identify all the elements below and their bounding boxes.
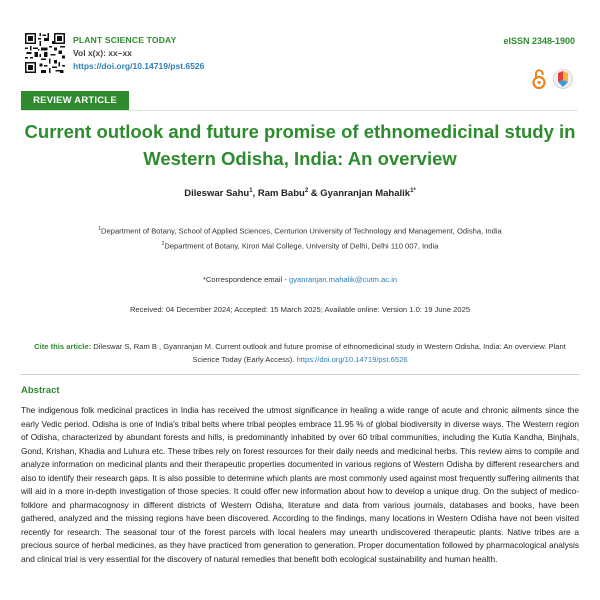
correspondence-email-link[interactable]: gyanranjan.mahalik@cutm.ac.in bbox=[288, 275, 398, 284]
received-dates: Received: 04 December 2024; Accepted: 15 March 2025; Available online: Version 1.0: 19 June 2025 bbox=[129, 305, 471, 314]
correspondence bbox=[0, 275, 600, 284]
divider bbox=[20, 374, 580, 375]
citation bbox=[22, 341, 578, 366]
cite-text: Dileswar S, Ram B , Gyanranjan M. Current outlook and future promise of ethnomedicinal study in Western Odisha, India: An overview. Plant Science Today (Early Access). bbox=[91, 342, 566, 364]
crossmark-icon[interactable] bbox=[553, 68, 573, 90]
abstract-heading: Abstract bbox=[21, 385, 60, 396]
author-sup: 1 bbox=[249, 188, 253, 194]
qr-code-icon bbox=[25, 33, 65, 73]
author-sup: 1* bbox=[410, 188, 416, 194]
title-line: Current outlook and future promise of ethnomedicinal study in bbox=[24, 121, 576, 142]
affiliation-sup: 2 bbox=[161, 241, 165, 247]
correspondence-label: *Correspondence email - bbox=[202, 275, 289, 284]
abstract-text: The indigenous folk medicinal practices in India has received the utmost significance in healing a wide range of acute and chronic ailments since the early Vedic period. Odisha is one of India's tribal belts where tribal peoples embrace 11.95 % of global biodiversity in diverse ways. The Western region of Odisha, characterized by abundant forests and hills, is predominantly inhabited by over 60 tribal communities, including the Kutia Kandha, Binjhals, Gond, Krishan, Khadia and Luhura etc. These tribes rely on forest resources for their daily needs and medicinal herbs. This review aims to compile and analyze information on medicinal plants and their therapeutic properties documented in various regions of Western Odisha by different researchers and also to identify their research gaps. It is also possible to determine which plants are most commonly used against most frequently suffering ailments that will aid in a more in-depth investigation of those species. It could offer new information about how to develop a unique drug. On the subject of medico-folklore and pharmacognosy in different districts of Western Odisha, literature and data from various journals, databases and books, have been gathered, analyzed and the missing regions have been discovered. According to the findings, many locations in Western Odisha have not been visited recently for research. The seasonal tour of the forest parcels with local healers may unearth undiscovered therapeutic plants. Native tribes are a precious source of herbal medicines, as they have practiced from generation to generation. Proper documentation followed by pharmacological analysis and clinical trial is very essential for the discovery of natural remedies that benefit both ecological sustainability and human health. bbox=[21, 405, 579, 565]
title-line: Western Odisha, India: An overview bbox=[143, 148, 457, 169]
author-sep: , bbox=[252, 188, 258, 200]
article-title bbox=[20, 118, 580, 172]
article-type-badge: REVIEW ARTICLE bbox=[21, 91, 129, 110]
author-sup: 2 bbox=[304, 188, 309, 194]
author-name: Gyanranjan Mahalik bbox=[320, 188, 411, 200]
journal-name[interactable]: PLANT SCIENCE TODAY bbox=[73, 35, 177, 45]
author-name: Ram Babu bbox=[257, 188, 305, 200]
author-name: Dileswar Sahu bbox=[184, 188, 250, 200]
affiliation bbox=[0, 226, 600, 236]
eissn: eISSN 2348-1900 bbox=[503, 36, 575, 46]
affiliation bbox=[0, 241, 600, 251]
author-list bbox=[0, 188, 600, 199]
affiliation-text: Department of Botany, Kirori Mal College, University of Delhi, Delhi 110 007, India bbox=[164, 241, 439, 251]
open-access-icon[interactable] bbox=[532, 68, 546, 90]
author-sep: & bbox=[308, 188, 321, 200]
cite-label: Cite this article: bbox=[34, 342, 92, 351]
affiliation-text: Department of Botany, School of Applied Sciences, Centurion University of Technology and Management, Odisha, India bbox=[101, 226, 502, 236]
cite-doi-link[interactable]: https://doi.org/10.14719/pst.6526 bbox=[296, 354, 408, 364]
affiliation-sup: 1 bbox=[98, 226, 102, 232]
journal-volume: Vol x(x): xx–xx bbox=[73, 48, 132, 58]
journal-info bbox=[73, 34, 204, 73]
divider bbox=[21, 110, 578, 111]
doi-link[interactable]: https://doi.org/10.14719/pst.6526 bbox=[73, 61, 205, 71]
